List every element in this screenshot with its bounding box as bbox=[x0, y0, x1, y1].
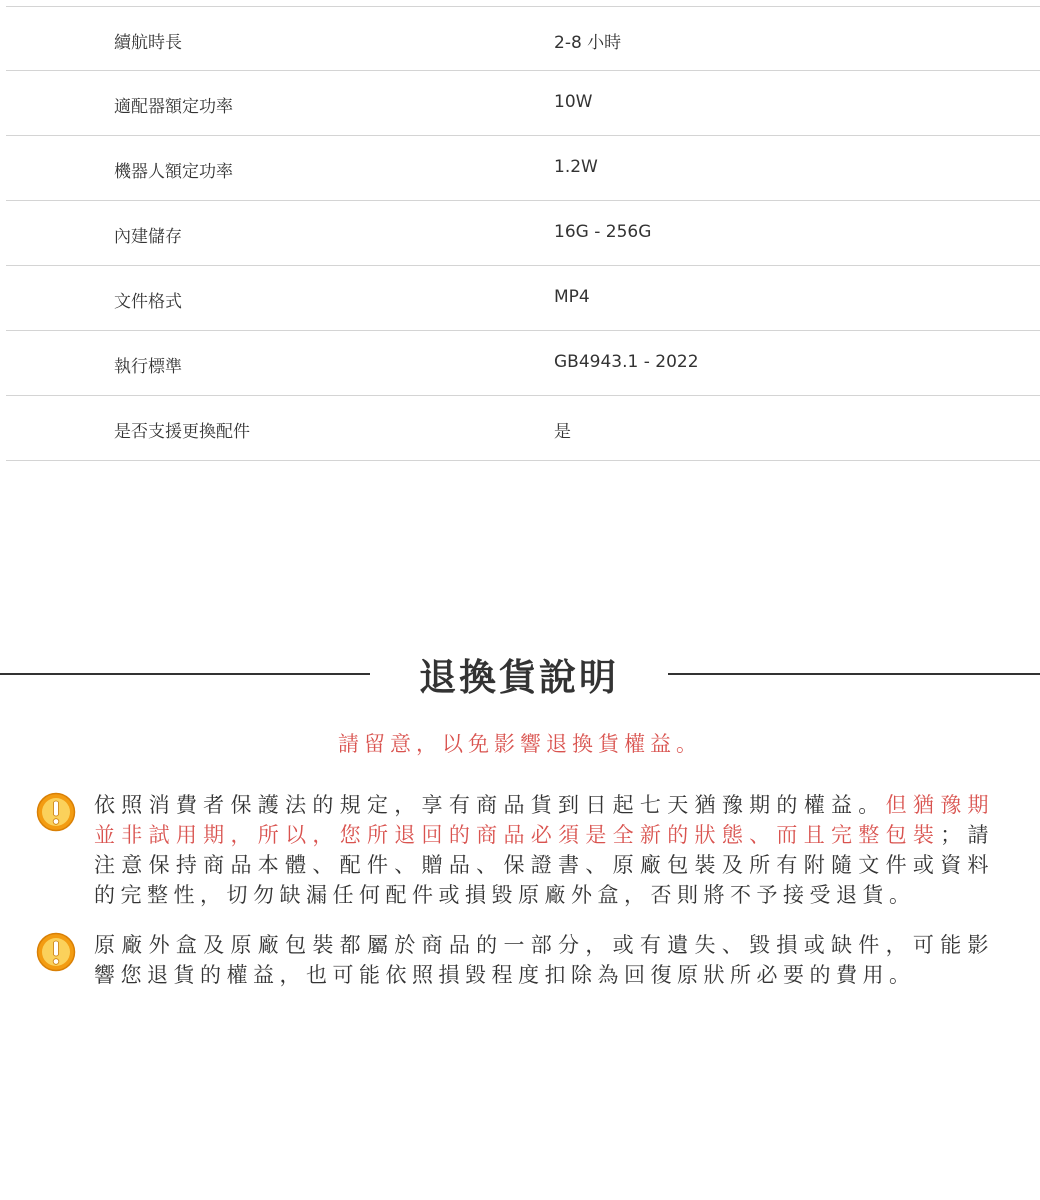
spec-label: 續航時長 bbox=[114, 33, 182, 53]
spec-value: 1.2W bbox=[554, 157, 598, 177]
warning-text: 原廠外盒及原廠包裝都屬於商品的一部分，或有遺失、毀損或缺件，可能影響您退貨的權益，也可能依照損毀程度扣除為回復原狀所必要的費用。 bbox=[94, 933, 994, 987]
spec-value: MP4 bbox=[554, 287, 590, 307]
heading-divider-right bbox=[668, 673, 1040, 675]
heading-divider-left bbox=[0, 673, 370, 675]
spec-row bbox=[6, 136, 1040, 201]
returns-heading bbox=[0, 645, 1040, 705]
spec-label: 內建儲存 bbox=[114, 227, 182, 247]
spec-label: 執行標準 bbox=[114, 357, 182, 377]
warning-block bbox=[36, 930, 996, 995]
spec-label: 機器人額定功率 bbox=[114, 162, 233, 182]
spec-row bbox=[6, 331, 1040, 396]
section-title: 退換貨說明 bbox=[419, 656, 619, 699]
warning-icon bbox=[36, 792, 76, 832]
spec-row bbox=[6, 71, 1040, 136]
spec-label: 文件格式 bbox=[114, 292, 182, 312]
spec-value: 2-8 小時 bbox=[554, 33, 622, 53]
spec-label: 是否支援更換配件 bbox=[114, 422, 250, 442]
notice-text: 請留意，以免影響退換貨權益。 bbox=[338, 732, 702, 756]
spec-label: 適配器額定功率 bbox=[114, 97, 233, 117]
spec-value: GB4943.1 - 2022 bbox=[554, 352, 699, 372]
warning-text-normal: ；請注意保持商品本體、配件、贈品、保證書、原廠包裝及所有附隨文件或資料的完整性，切勿缺漏任何配件或損毀原廠外盒，否則將不予接受退貨。 bbox=[94, 823, 994, 907]
spec-row bbox=[6, 6, 1040, 71]
spec-value: 10W bbox=[554, 92, 593, 112]
warning-text-highlight: 但猶豫期並非試用期，所以，您所退回的商品必須是全新的狀態、而且完整包裝 bbox=[94, 793, 994, 847]
spec-table bbox=[6, 6, 1040, 461]
spec-value: 是 bbox=[554, 422, 571, 442]
warning-icon bbox=[36, 932, 76, 972]
spec-row bbox=[6, 396, 1040, 461]
spec-row bbox=[6, 201, 1040, 266]
warning-text bbox=[94, 790, 994, 910]
spec-value: 16G - 256G bbox=[554, 222, 652, 242]
warning-text-normal: 依照消費者保護法的規定，享有商品貨到日起七天猶豫期的權益。 bbox=[94, 793, 886, 817]
warning-block bbox=[36, 790, 996, 915]
spec-row bbox=[6, 266, 1040, 331]
